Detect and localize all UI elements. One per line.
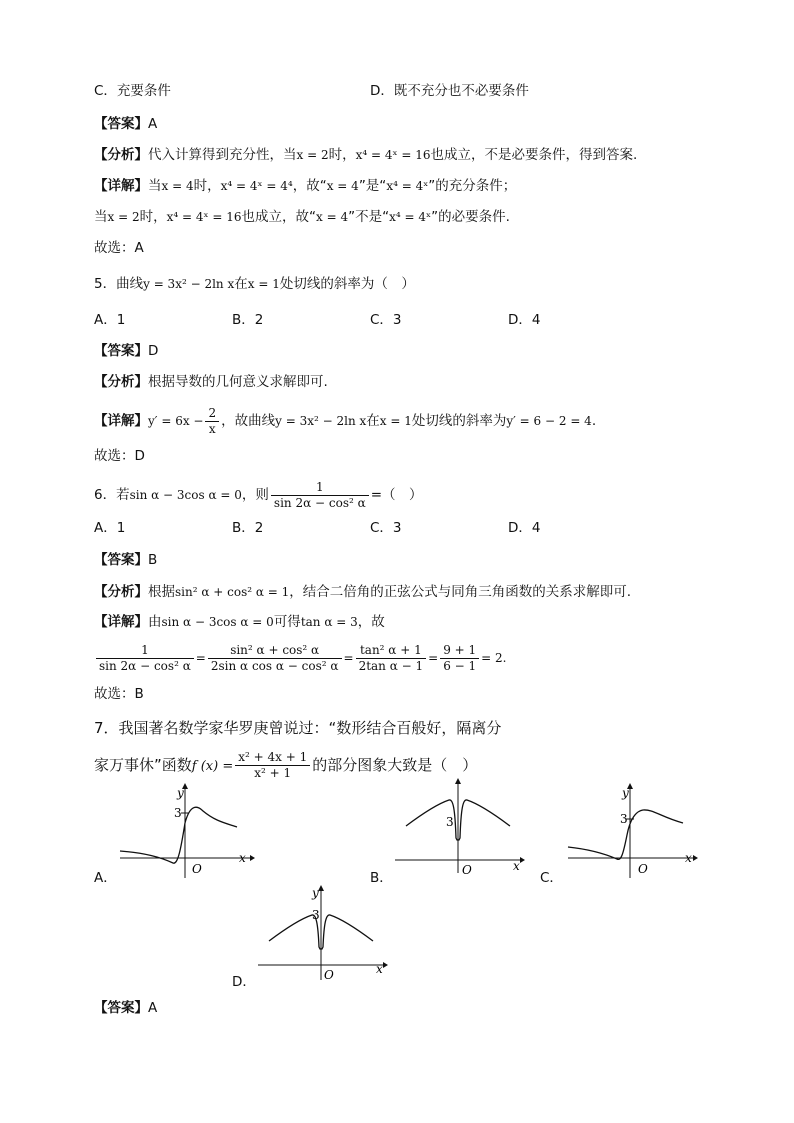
detail-text: ，故曲线 xyxy=(221,413,276,429)
figure-d-label: D． xyxy=(232,974,256,990)
tick-label: 3 xyxy=(620,812,628,826)
stem-text: 6．若 xyxy=(94,487,130,503)
fraction-numerator: 2 xyxy=(205,406,219,422)
x-axis-label: x xyxy=(513,859,520,873)
math-expr: y = 3x² − 2ln x xyxy=(275,414,367,428)
fraction-denominator: x xyxy=(208,421,216,436)
math-expr: x⁴ = 4ˣ = 16 xyxy=(166,210,242,224)
q5-option-a: A．1 xyxy=(94,312,126,328)
answer-value: A xyxy=(148,116,158,132)
math-expr: x = 4 xyxy=(316,210,349,224)
fraction xyxy=(208,643,342,674)
equals-sign: = xyxy=(195,651,206,665)
detail-text: 时， xyxy=(139,209,167,225)
fraction-denominator: 6 − 1 xyxy=(443,658,477,673)
q6-detail xyxy=(94,612,385,632)
fraction xyxy=(356,643,427,674)
detail-tag: 【详解】 xyxy=(94,413,148,429)
q4-detail-line1 xyxy=(94,176,516,196)
math-expr: tan α = 3 xyxy=(300,615,358,629)
q5-answer xyxy=(94,341,158,361)
q5-detail xyxy=(94,404,596,438)
detail-text: 处切线的斜率为 xyxy=(411,413,507,429)
q6-option-d: D．4 xyxy=(508,520,541,536)
detail-text: 当 xyxy=(148,178,162,194)
stem-text: 家万事休”函数 xyxy=(94,756,192,774)
fraction xyxy=(96,643,194,674)
detail-tag: 【详解】 xyxy=(94,178,148,194)
q4-option-c: C．充要条件 xyxy=(94,83,171,99)
equals-sign: = xyxy=(343,651,354,665)
stem-text: 在 xyxy=(234,276,248,292)
q5-option-b: B．2 xyxy=(232,312,264,328)
analysis-tag: 【分析】 xyxy=(94,584,148,600)
q6-answer xyxy=(94,550,157,570)
math-expr: x = 2 xyxy=(107,210,140,224)
math-expr: x⁴ = 4ˣ = 4⁴ xyxy=(220,179,293,193)
answer-value: D xyxy=(148,343,159,359)
stem-text: 的部分图象大致是（ ） xyxy=(312,756,478,774)
fraction-denominator: 2sin α cos α − cos² α xyxy=(210,658,339,673)
detail-text: ，故 xyxy=(357,614,385,630)
detail-text: 当 xyxy=(94,209,108,225)
q4-choose: 故选：A xyxy=(94,240,144,256)
x-axis-label: x xyxy=(685,851,692,865)
math-expr: y′ = 6x − xyxy=(148,414,204,428)
figure-a xyxy=(115,783,255,883)
figure-a-label: A． xyxy=(94,870,117,886)
detail-text: 由 xyxy=(148,614,162,630)
q6-option-a: A．1 xyxy=(94,520,126,536)
math-expr: f (x) = xyxy=(191,759,234,774)
fraction-denominator: x² + 1 xyxy=(254,766,292,780)
q6-option-b: B．2 xyxy=(232,520,264,536)
origin-label: O xyxy=(638,862,648,876)
math-expr: y′ = 6 − 2 = 4 xyxy=(506,414,592,428)
stem-text: =（ ） xyxy=(370,487,423,503)
answer-value: A xyxy=(148,1000,158,1016)
math-expr: x = 4 xyxy=(326,179,359,193)
y-axis-label: y xyxy=(622,786,629,800)
detail-text: 也成立，故“ xyxy=(241,209,317,225)
q7-stem-line1: 7．我国著名数学家华罗庚曾说过：“数形结合百般好，隔离分 xyxy=(94,719,502,737)
math-expr: = 2. xyxy=(481,651,507,665)
stem-text: 处切线的斜率为（ ） xyxy=(279,276,415,292)
fraction-denominator: 2tan α − 1 xyxy=(358,658,424,673)
math-expr: sin² α + cos² α = 1 xyxy=(175,585,290,599)
y-axis-label: y xyxy=(312,886,319,900)
q4-detail-line2 xyxy=(94,207,510,227)
answer-tag: 【答案】 xyxy=(94,552,148,568)
fraction xyxy=(440,643,479,674)
math-expr: x = 4 xyxy=(161,179,194,193)
x-axis-label: x xyxy=(239,851,246,865)
equals-sign: = xyxy=(428,651,439,665)
fraction-numerator: 1 xyxy=(271,480,369,496)
analysis-text: 也成立，不是必要条件，得到答案. xyxy=(430,147,638,163)
stem-text: ，则 xyxy=(241,487,269,503)
detail-text: ”的必要条件. xyxy=(431,209,510,225)
detail-text: ，故“ xyxy=(292,178,327,194)
answer-tag: 【答案】 xyxy=(94,343,148,359)
q6-choose: 故选：B xyxy=(94,686,144,702)
q5-analysis xyxy=(94,372,328,392)
math-expr: x⁴ = 4ˣ xyxy=(389,210,432,224)
analysis-text: 时， xyxy=(328,147,356,163)
math-expr: x⁴ = 4ˣ xyxy=(386,179,429,193)
detail-text: ”是“ xyxy=(358,178,387,194)
tick-label: 3 xyxy=(174,806,182,820)
answer-value: B xyxy=(148,552,158,568)
y-axis-label: y xyxy=(177,786,184,800)
analysis-tag: 【分析】 xyxy=(94,147,148,163)
math-expr: x = 1 xyxy=(379,414,412,428)
fraction-denominator: sin 2α − cos² α xyxy=(273,495,366,510)
figure-b xyxy=(392,778,527,878)
q4-option-d: D．既不充分也不必要条件 xyxy=(370,83,529,99)
tick-label: 3 xyxy=(312,908,320,922)
analysis-tag: 【分析】 xyxy=(94,374,148,390)
figure-d xyxy=(255,885,390,985)
figure-b-label: B． xyxy=(370,870,393,886)
tick-label: 3 xyxy=(446,815,454,829)
q5-option-d: D．4 xyxy=(508,312,541,328)
detail-tag: 【详解】 xyxy=(94,614,148,630)
fraction-denominator: sin 2α − cos² α xyxy=(99,658,191,673)
detail-text: ”的充分条件； xyxy=(428,178,517,194)
detail-text: 时， xyxy=(193,178,221,194)
q6-analysis xyxy=(94,582,631,602)
analysis-text: 根据导数的几何意义求解即可. xyxy=(148,374,328,390)
detail-text: ”不是“ xyxy=(348,209,390,225)
fraction xyxy=(205,406,219,437)
q4-analysis xyxy=(94,145,637,165)
fraction-numerator: tan² α + 1 xyxy=(356,643,427,659)
fraction-numerator: sin² α + cos² α xyxy=(208,643,342,659)
answer-tag: 【答案】 xyxy=(94,116,148,132)
q5-option-c: C．3 xyxy=(370,312,402,328)
x-axis-label: x xyxy=(376,962,383,976)
q5-choose: 故选：D xyxy=(94,448,145,464)
origin-label: O xyxy=(462,863,472,877)
fraction-numerator: 9 + 1 xyxy=(440,643,479,659)
detail-text: . xyxy=(591,413,597,429)
fraction xyxy=(271,480,369,511)
math-expr: x⁴ = 4ˣ = 16 xyxy=(355,148,431,162)
q6-stem xyxy=(94,478,423,512)
detail-text: 可得 xyxy=(273,614,301,630)
analysis-text: ，结合二倍角的正弦公式与同角三角函数的关系求解即可. xyxy=(289,584,632,600)
q7-answer xyxy=(94,998,157,1018)
math-expr: sin α − 3cos α = 0 xyxy=(161,615,274,629)
analysis-text: 根据 xyxy=(148,584,175,600)
answer-tag: 【答案】 xyxy=(94,1000,148,1016)
q5-stem xyxy=(94,274,415,294)
q6-equation xyxy=(94,640,506,676)
figure-c xyxy=(565,783,700,883)
fraction xyxy=(235,750,310,781)
q4-answer xyxy=(94,114,157,134)
math-expr: x = 1 xyxy=(247,277,280,291)
fraction-numerator: x² + 4x + 1 xyxy=(235,750,310,766)
q6-option-c: C．3 xyxy=(370,520,402,536)
math-expr: sin α − 3cos α = 0 xyxy=(129,488,242,502)
analysis-text: 代入计算得到充分性，当 xyxy=(148,147,297,163)
figure-c-label: C． xyxy=(540,870,563,886)
fraction-numerator: 1 xyxy=(96,643,194,659)
origin-label: O xyxy=(324,968,334,982)
math-expr: y = 3x² − 2ln x xyxy=(143,277,235,291)
detail-text: 在 xyxy=(366,413,380,429)
origin-label: O xyxy=(192,862,202,876)
stem-text: 5．曲线 xyxy=(94,276,144,292)
math-expr: x = 2 xyxy=(296,148,329,162)
